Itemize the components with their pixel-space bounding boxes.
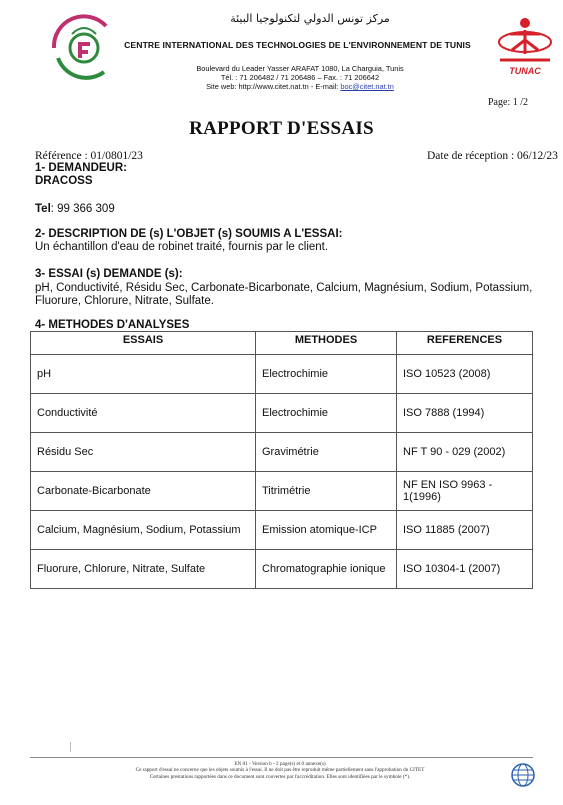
cell-essai: pH xyxy=(31,355,256,394)
section-4-heading: 4- METHODES D'ANALYSES xyxy=(35,319,190,331)
web-line xyxy=(160,82,440,91)
tests-list-line-1: pH, Conductivité, Résidu Sec, Carbonate-Bicarbonate, Calcium, Magnésium, Sodium, Potassium, xyxy=(35,282,533,294)
cell-methode: Gravimétrie xyxy=(256,433,397,472)
org-name: CENTRE INTERNATIONAL DES TECHNOLOGIES DE L'ENVIRONNEMENT DE TUNIS xyxy=(124,40,471,50)
cell-reference: ISO 10523 (2008) xyxy=(397,355,533,394)
cell-essai: Fluorure, Chlorure, Nitrate, Sulfate xyxy=(31,550,256,589)
phone-line: Tél. : 71 206482 / 71 206486 – Fax. : 71 206642 xyxy=(220,73,380,82)
table-header-row xyxy=(31,332,533,355)
header-references: REFERENCES xyxy=(397,332,533,355)
tunac-logo xyxy=(490,10,560,95)
table-row xyxy=(31,355,533,394)
cell-methode: Titrimétrie xyxy=(256,472,397,511)
cell-methode: Electrochimie xyxy=(256,394,397,433)
footer-divider xyxy=(30,757,533,758)
table-row xyxy=(31,433,533,472)
cell-essai: Résidu Sec xyxy=(31,433,256,472)
object-description: Un échantillon d'eau de robinet traité, fournis par le client. xyxy=(35,241,329,253)
section-2-heading: 2- DESCRIPTION DE (s) L'OBJET (s) SOUMIS A L'ESSAI: xyxy=(35,228,343,240)
table-row xyxy=(31,394,533,433)
globe-seal-icon xyxy=(510,762,536,788)
footer-version: EN 01 - Version b - 2 page(s) et 0 annexe(s) xyxy=(234,761,326,767)
client-phone xyxy=(35,203,115,216)
methods-table xyxy=(30,331,533,589)
address-line: Boulevard du Leader Yasser ARAFAT 1080, La Charguia, Tunis xyxy=(196,64,404,73)
tunac-label: TUNAC xyxy=(509,66,541,76)
email-link[interactable]: boc@citet.nat.tn xyxy=(340,82,394,91)
cell-reference: ISO 10304-1 (2007) xyxy=(397,550,533,589)
report-title: RAPPORT D'ESSAIS xyxy=(189,118,374,139)
cell-essai: Carbonate-Bicarbonate xyxy=(31,472,256,511)
divider-mark xyxy=(70,742,71,752)
table-row xyxy=(31,472,533,511)
cell-essai: Calcium, Magnésium, Sodium, Potassium xyxy=(31,511,256,550)
cell-reference: NF EN ISO 9963 - 1(1996) xyxy=(397,472,533,511)
section-1-heading: 1- DEMANDEUR: xyxy=(35,162,127,174)
section-3-heading: 3- ESSAI (s) DEMANDE (s): xyxy=(35,268,183,280)
page-number: Page: 1 /2 xyxy=(488,97,528,108)
footer-disclaimer: Ce rapport d'essai ne concerne que les objets soumis à l'essai. Il ne doit pas être reproduit même partiellement sans l'approbation du CITET xyxy=(135,767,425,774)
web-label: Site web: http://www.citet.nat.tn - E-mail: xyxy=(206,82,341,91)
client-name: DRACOSS xyxy=(35,175,93,187)
cell-methode: Chromatographie ionique xyxy=(256,550,397,589)
cell-methode: Emission atomique-ICP xyxy=(256,511,397,550)
cell-reference: NF T 90 - 029 (2002) xyxy=(397,433,533,472)
contact-block xyxy=(160,64,440,91)
tel-label: Tel xyxy=(35,203,51,215)
cell-essai: Conductivité xyxy=(31,394,256,433)
cell-methode: Electrochimie xyxy=(256,355,397,394)
reference: Référence : 01/0801/23 xyxy=(35,150,143,162)
arabic-org-name: مركز تونس الدولي لتكنولوجيا البيئة xyxy=(230,12,390,25)
cell-reference: ISO 7888 (1994) xyxy=(397,394,533,433)
footer-accreditation: Certaines prestations rapportées dans ce document sont couvertes par l'accréditation. Elles sont identifiées par le symbole (*). xyxy=(149,773,411,780)
footer-text xyxy=(100,761,460,780)
tel-value: : 99 366 309 xyxy=(50,203,115,215)
table-row xyxy=(31,550,533,589)
reception-date: Date de réception : 06/12/23 xyxy=(427,150,558,162)
header-methodes: METHODES xyxy=(256,332,397,355)
table-row xyxy=(31,511,533,550)
tests-list-line-2: Fluorure, Chlorure, Nitrate, Sulfate. xyxy=(35,295,214,307)
cell-reference: ISO 11885 (2007) xyxy=(397,511,533,550)
header-essais: ESSAIS xyxy=(31,332,256,355)
